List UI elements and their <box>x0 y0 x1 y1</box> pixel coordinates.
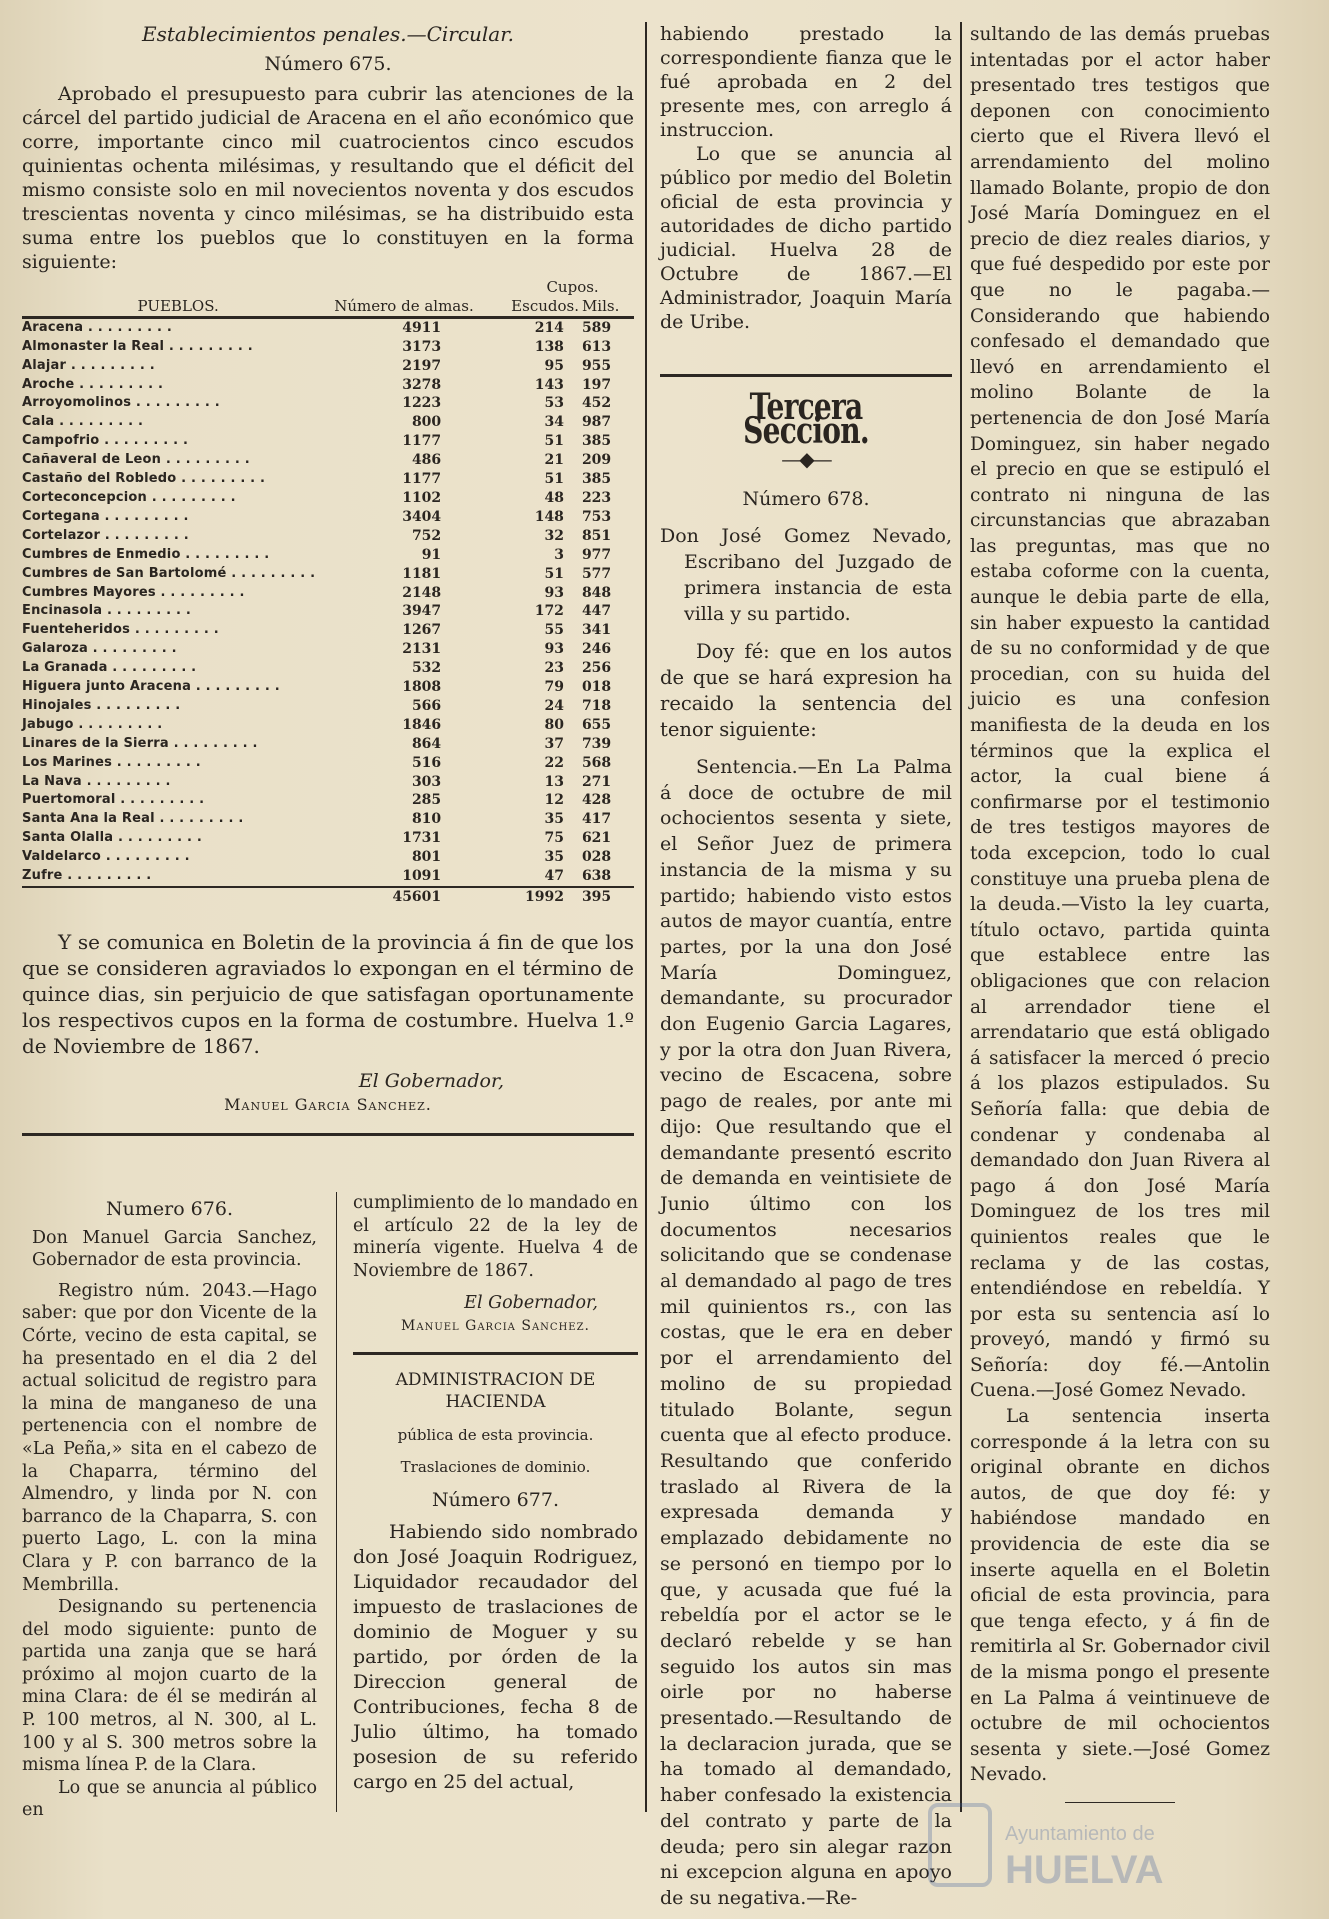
column-divider-2 <box>960 22 962 1812</box>
signature-name: Manuel Garcia Sanchez. <box>224 1094 432 1114</box>
table-row <box>22 810 634 829</box>
admin-subtitle: pública de esta provincia. <box>397 1425 594 1444</box>
table-row <box>22 754 634 773</box>
anuncio-paragraph: Lo que se anuncia al público por medio del Boletin oficial de esta provincia y autoridades de dicho partido judicial. Huelva 28 de Octubre de 1867.—El Administrador, Joaquin María de Uribe. <box>660 143 952 333</box>
continuation-paragraph: cumplimiento de lo mandado en el artículo 22 de la ley de minería vigente. Huelva 4 de Noviembre de 1867. <box>353 1193 638 1281</box>
almas-value: 303 <box>411 773 442 790</box>
pueblo-name: Almonaster la Real . . . . . . . . . <box>22 338 253 354</box>
notice-676-cont <box>353 1192 638 1795</box>
table-row <box>22 678 634 697</box>
pueblo-name: Linares de la Sierra . . . . . . . . . <box>22 735 258 751</box>
almas-value: 1731 <box>402 830 442 847</box>
table-row <box>22 848 634 867</box>
notice-number: Número 675. <box>264 53 392 75</box>
mils-value: 568 <box>581 754 612 771</box>
almas-value: 3947 <box>402 603 442 620</box>
almas-value: 1102 <box>402 489 442 506</box>
section-heading: Establecimientos penales.—Circular. <box>142 22 514 46</box>
escudos-value: 214 <box>534 319 564 336</box>
mils-value: 613 <box>581 338 612 355</box>
notice-header: Don Manuel Garcia Sanchez, Gobernador de esta provincia. <box>32 1227 317 1271</box>
pueblo-name: Higuera junto Aracena . . . . . . . . . <box>22 679 280 695</box>
pueblo-name: Santa Ana la Real . . . . . . . . . <box>22 811 244 827</box>
pueblo-name: Alajar . . . . . . . . . <box>22 357 155 373</box>
table-row <box>22 791 634 810</box>
escudos-value: 35 <box>544 811 564 828</box>
table-row <box>22 735 634 754</box>
pueblo-name: Los Marines . . . . . . . . . <box>22 754 201 770</box>
table-row <box>22 376 634 395</box>
almas-value: 3404 <box>402 508 442 525</box>
notice-header: Don José Gomez Nevado, Escribano del Juzgado de primera instancia de esta villa y su partido. <box>660 525 952 625</box>
divider <box>353 1352 638 1355</box>
continuation-paragraph: habiendo prestado la correspondiente fianza que le fué aprobada en 2 del presente mes, con arreglo á instruccion. <box>660 23 952 141</box>
table-row <box>22 867 634 887</box>
notice-number: Número 678. <box>742 488 870 510</box>
col-pueblos: PUEBLOS. <box>137 296 219 315</box>
mils-value: 977 <box>581 546 612 563</box>
escudos-value: 51 <box>544 433 564 450</box>
almas-value: 91 <box>421 546 442 563</box>
escudos-value: 93 <box>544 584 564 601</box>
escudos-value: 172 <box>534 603 564 620</box>
intro-paragraph: Aprobado el presupuesto para cubrir las atenciones de la cárcel del partido judicial de Aracena en el año económico que corre, importante cinco mil cuatrocientos cinco escudos quinientas ochenta milésimas, y resultando que el déficit del mismo consiste solo en mil novecientos noventa y dos escudos trescientas noventa y cinco milésimas, se ha distribuido esta suma entre los pueblos que lo constituyen en la forma siguiente: <box>22 83 634 273</box>
escudos-value: 51 <box>544 471 564 488</box>
escudos-value: 37 <box>544 735 564 752</box>
doy-fe-paragraph: Doy fé: que en los autos de que se hará expresion ha recaido la sentencia del tenor siguiente: <box>660 640 952 741</box>
escudos-value: 35 <box>544 849 564 866</box>
almas-value: 3173 <box>402 338 442 355</box>
mils-value: 589 <box>581 319 612 336</box>
pueblo-name: Corteconcepcion . . . . . . . . . <box>22 489 236 505</box>
pueblo-name: Zufre . . . . . . . . . <box>22 868 152 884</box>
column-divider-1 <box>645 22 647 1812</box>
mils-value: 428 <box>581 792 612 809</box>
signature-name: Manuel Garcia Sanchez. <box>401 1317 590 1334</box>
almas-value: 1177 <box>402 471 442 488</box>
almas-value: 1267 <box>402 622 442 639</box>
pueblo-name: Campofrio . . . . . . . . . <box>22 433 189 449</box>
almas-value: 4911 <box>402 319 442 336</box>
signature-title: El Gobernador, <box>358 1069 504 1092</box>
table-row <box>22 432 634 451</box>
almas-value: 285 <box>411 792 442 809</box>
mils-value: 209 <box>581 452 612 469</box>
escudos-value: 93 <box>544 641 564 658</box>
escudos-value: 138 <box>534 338 564 355</box>
almas-value: 2131 <box>402 641 442 658</box>
escudos-value: 3 <box>554 546 564 563</box>
watermark-line2: HUELVA <box>1005 1848 1164 1892</box>
mils-value: 753 <box>581 508 612 525</box>
mils-value: 223 <box>581 489 612 506</box>
section-title: Tercera Seccion. <box>743 386 869 452</box>
almas-value: 752 <box>411 527 442 544</box>
pueblo-name: Santa Olalla . . . . . . . . . <box>22 830 203 846</box>
almas-value: 486 <box>411 452 442 469</box>
almas-value: 800 <box>411 414 442 431</box>
archive-watermark <box>925 1795 1245 1895</box>
table-row <box>22 546 634 565</box>
distribution-table <box>22 278 634 907</box>
table-row <box>22 451 634 470</box>
table-row <box>22 394 634 413</box>
pueblo-name: Cortegana . . . . . . . . . <box>22 508 189 524</box>
table-row <box>22 527 634 546</box>
registro-paragraph: Registro núm. 2043.—Hago saber: que por don Vicente de la Córte, vecino de esta capital, se ha presentado en el dia 2 del actual solicitud de registro para la mina de manganeso de una pertenencia con el nombre de «La Peña,» sita en el cabezo de la Chaparra, término del Almendro, y linda por N. con barranco de la Chaparra, S. con puerto Lago, L. con la mina Clara y P. con barranco de la Membrilla. <box>22 1280 317 1595</box>
pueblo-name: Castaño del Robledo . . . . . . . . . <box>22 471 266 487</box>
escudos-value: 51 <box>544 565 564 582</box>
column-d <box>970 22 1270 1817</box>
escudos-value: 22 <box>544 754 564 771</box>
pueblo-name: Aracena . . . . . . . . . <box>22 319 172 335</box>
notice-676 <box>22 1192 317 1822</box>
escudos-value: 47 <box>544 868 564 885</box>
pueblo-name: Cumbres de Enmedio . . . . . . . . . <box>22 546 270 562</box>
mils-value: 987 <box>581 414 612 431</box>
almas-value: 864 <box>411 735 442 752</box>
almas-value: 1091 <box>402 868 442 885</box>
mils-value: 417 <box>581 811 612 828</box>
almas-value: 566 <box>411 697 442 714</box>
col-almas: Número de almas. <box>334 296 474 315</box>
pueblo-name: Valdelarco . . . . . . . . . <box>22 849 190 865</box>
escudos-value: 21 <box>544 452 564 469</box>
escudos-value: 80 <box>544 716 564 733</box>
escudos-value: 95 <box>544 357 564 374</box>
escudos-value: 24 <box>544 697 564 714</box>
ornament: —◆— <box>781 447 831 471</box>
mils-value: 848 <box>581 584 612 601</box>
signature-title: El Gobernador, <box>464 1293 598 1314</box>
mils-value: 341 <box>581 622 612 639</box>
table-row <box>22 659 634 678</box>
mils-value: 385 <box>581 471 612 488</box>
mils-value: 621 <box>581 830 612 847</box>
subcolumn-divider <box>336 1192 337 1812</box>
mils-value: 447 <box>581 603 612 620</box>
pueblo-name: Galaroza . . . . . . . . . <box>22 641 177 657</box>
almas-value: 1846 <box>402 716 442 733</box>
escudos-value: 148 <box>534 508 564 525</box>
col-mils: Mils. <box>581 296 620 315</box>
escudos-value: 55 <box>544 622 564 639</box>
escudos-value: 48 <box>544 489 564 506</box>
almas-value: 1808 <box>402 679 442 696</box>
mils-value: 385 <box>581 433 612 450</box>
certificacion-paragraph: La sentencia inserta corresponde á la letra con su original obrante en dichos autos, de que doy fé: y habiéndose mandado en providencia de este dia se inserte aquella en el Boletin oficial de esta provincia, para que tenga efecto, y á fin de remitirla al Sr. Gobernador civil de la misma pongo el presente en La Palma á veintinueve de octubre de mil ochocientos sesenta y siete.—José Gomez Nevado. <box>970 1406 1270 1786</box>
escudos-value: 32 <box>544 527 564 544</box>
pueblo-name: Cañaveral de Leon . . . . . . . . . <box>22 452 250 468</box>
table-row <box>22 602 634 621</box>
mils-value: 271 <box>581 773 612 790</box>
table-row <box>22 508 634 527</box>
mils-value: 452 <box>581 395 612 412</box>
escudos-value: 79 <box>544 679 564 696</box>
anuncio-paragraph: Lo que se anuncia al público en <box>22 1777 317 1821</box>
circular-675 <box>22 22 634 1146</box>
nombramiento-paragraph: Habiendo sido nombrado don José Joaquin Rodriguez, Liquidador recaudador del impuesto de traslaciones de dominio de Moguer y su partido, por órden de la Direccion general de Contribuciones, fecha 8 de Julio último, ha tomado posesion de su referido cargo en 25 del actual, <box>353 1520 638 1793</box>
almas-value: 801 <box>411 849 442 866</box>
table-row <box>22 565 634 584</box>
mils-value: 851 <box>581 527 612 544</box>
pueblo-name: Puertomoral . . . . . . . . . <box>22 792 205 808</box>
col-escudos: Escudos. <box>511 296 579 315</box>
pueblo-name: Encinasola . . . . . . . . . <box>22 603 192 619</box>
almas-value: 1177 <box>402 433 442 450</box>
almas-value: 2148 <box>402 584 442 601</box>
notice-number: Numero 676. <box>106 1198 233 1220</box>
sentencia-paragraph: Sentencia.—En La Palma á doce de octubre de mil ochocientos sesenta y siete, el Señor Juez de primera instancia de la misma y su partido; habiendo visto estos autos de mayor cuantía, entre partes, por la una don José María Dominguez, demandante, su procurador don Eugenio Garcia Lagares, y por la otra don Juan Rivera, vecino de Escacena, sobre pago de reales, por ante mi dijo: Que resultando que el demandante presentó escrito de demanda en veintisiete de Junio último con los documentos necesarios solicitando que se condenase al demandado al pago de tres mil quinientos rs., con las costas, que le era en deber por el arrendamiento del molino de su propiedad titulado Bolante, segun cuenta que al efecto produce. Resultando que conferido traslado al Rivera de la expresada demanda y emplazado debidamente no se personó en tiempo por lo que, y acusada que fué la rebeldía por el actor se le declaró rebelde y se han seguido los autos sin mas oirle por no haberse presentado.—Resultando de la declaracion jurada, que se ha tomado al demandado, haber confesado la existencia del contrato y parte de la deuda; pero sin alegar razon ni excepcion alguna en apoyo de su negativa.—Re- <box>660 756 952 1909</box>
almas-value: 532 <box>411 660 442 677</box>
mils-value: 638 <box>581 868 612 885</box>
table-row <box>22 317 634 337</box>
notice-number: Número 677. <box>432 1488 559 1511</box>
table-row <box>22 470 634 489</box>
mils-value: 955 <box>581 357 612 374</box>
watermark-line1: Ayuntamiento de <box>1005 1823 1155 1845</box>
pueblo-name: Arroyomolinos . . . . . . . . . <box>22 395 220 411</box>
almas-value: 1181 <box>402 565 442 582</box>
table-body <box>22 317 634 887</box>
pueblo-name: La Nava . . . . . . . . . <box>22 773 171 789</box>
total-mils: 395 <box>582 887 634 907</box>
escudos-value: 13 <box>544 773 564 790</box>
escudos-value: 34 <box>544 414 564 431</box>
column-c <box>660 22 952 1912</box>
table-row <box>22 621 634 640</box>
pueblo-name: Aroche . . . . . . . . . <box>22 376 164 392</box>
table-row <box>22 773 634 792</box>
table-total-row <box>22 887 634 907</box>
mils-value: 256 <box>581 660 612 677</box>
table-row <box>22 413 634 432</box>
escudos-value: 12 <box>544 792 564 809</box>
table-row <box>22 640 634 659</box>
escudos-value: 143 <box>534 376 564 393</box>
pueblo-name: Fuenteheridos . . . . . . . . . <box>22 622 219 638</box>
escudos-value: 53 <box>544 395 564 412</box>
table-row <box>22 584 634 603</box>
almas-value: 1223 <box>402 395 442 412</box>
almas-value: 516 <box>411 754 442 771</box>
closing-paragraph: Y se comunica en Boletin de la provincia á fin de que los que se consideren agraviados lo expongan en el término de quince dias, sin perjuicio de que satisfagan oportunamente los respectivos cupos en la forma de costumbre. Huelva 1.º de Noviembre de 1867. <box>22 929 634 1058</box>
traslaciones-heading: Traslaciones de dominio. <box>400 1458 591 1477</box>
total-almas: 45601 <box>334 887 511 907</box>
mils-value: 739 <box>581 735 612 752</box>
admin-title: ADMINISTRACION DE HACIENDA <box>395 1369 596 1413</box>
pueblo-name: Jabugo . . . . . . . . . <box>22 716 163 732</box>
almas-value: 3278 <box>402 376 442 393</box>
pueblo-name: Cortelazor . . . . . . . . . <box>22 527 189 543</box>
table-row <box>22 489 634 508</box>
escudos-value: 23 <box>544 660 564 677</box>
table-row <box>22 697 634 716</box>
table-row <box>22 357 634 376</box>
pueblo-name: La Granada . . . . . . . . . <box>22 660 197 676</box>
mils-value: 718 <box>581 697 612 714</box>
total-escudos: 1992 <box>511 887 582 907</box>
pueblo-name: Cumbres Mayores . . . . . . . . . <box>22 584 245 600</box>
table-row <box>22 338 634 357</box>
pertenencia-paragraph: Designando su pertenencia del modo siguiente: punto de partida una zanja que se hará próximo al mojon cuarto de la mina Clara: de él se medirán al P. 100 metros, al N. 300, al L. 100 y al S. 300 metros sobre la misma línea P. de la Clara. <box>22 1597 317 1776</box>
mils-value: 655 <box>581 716 612 733</box>
pueblo-name: Cala . . . . . . . . . <box>22 414 144 430</box>
shield-icon <box>930 1805 990 1885</box>
mils-value: 028 <box>581 849 612 866</box>
escudos-value: 75 <box>544 830 564 847</box>
mils-value: 018 <box>581 679 612 696</box>
mils-value: 246 <box>581 641 612 658</box>
divider <box>660 374 952 377</box>
pueblo-name: Hinojales . . . . . . . . . <box>22 697 181 713</box>
table-row <box>22 716 634 735</box>
almas-value: 810 <box>411 811 442 828</box>
mils-value: 197 <box>581 376 612 393</box>
sentencia-continuation: sultando de las demás pruebas intentadas por el actor haber presentado tres testigos que deponen con conocimiento cierto que el Rivera llevó el arrendamiento del molino llamado Bolante, propio de don José María Dominguez en el precio de diez reales diarios, y que fué despedido por este por que no le pagaba.—Considerando que habiendo confesado el demandado que llevó en arrendamiento el molino Bolante de la pertenencia de don José María Dominguez, sin haber negado el precio en que se estipuló el contrato ni ninguna de las circunstancias que abrazaban las preguntas, mas que no estaba coforme con la cuenta, aunque le debia parte de ella, sin haber expuesto la cantidad de su no conformidad y de que procedian, con su huida del juicio es una confesion manifiesta de la deuda en los términos que la explica el actor, la cual biene á confirmarse por el testimonio de tres testigos mayores de toda excepcion, todo lo cual constituye una prueba plena de la deuda.—Visto la ley cuarta, título octavo, partida quinta que establece entre las obligaciones que con relacion al arrendador tiene el arrendatario que está obligado á satisfacer la merced ó precio á los plazos estipulados. Su Señoría falla: que debia de condenar y condenaba al demandado don Juan Rivera al pago á don José María Dominguez de los tres mil quinientos reales que le reclama y de las costas, entendiéndose en rebeldía. Y por esta su sentencia así lo proveyó, mandó y firmó su Señoría: doy fé.—Antolin Cuena.—José Gomez Nevado. <box>970 24 1270 1402</box>
divider <box>22 1133 634 1136</box>
mils-value: 577 <box>581 565 612 582</box>
almas-value: 2197 <box>402 357 442 374</box>
col-cupos: Cupos. <box>546 278 599 296</box>
table-row <box>22 829 634 848</box>
pueblo-name: Cumbres de San Bartolomé . . . . . . . . . <box>22 565 316 581</box>
